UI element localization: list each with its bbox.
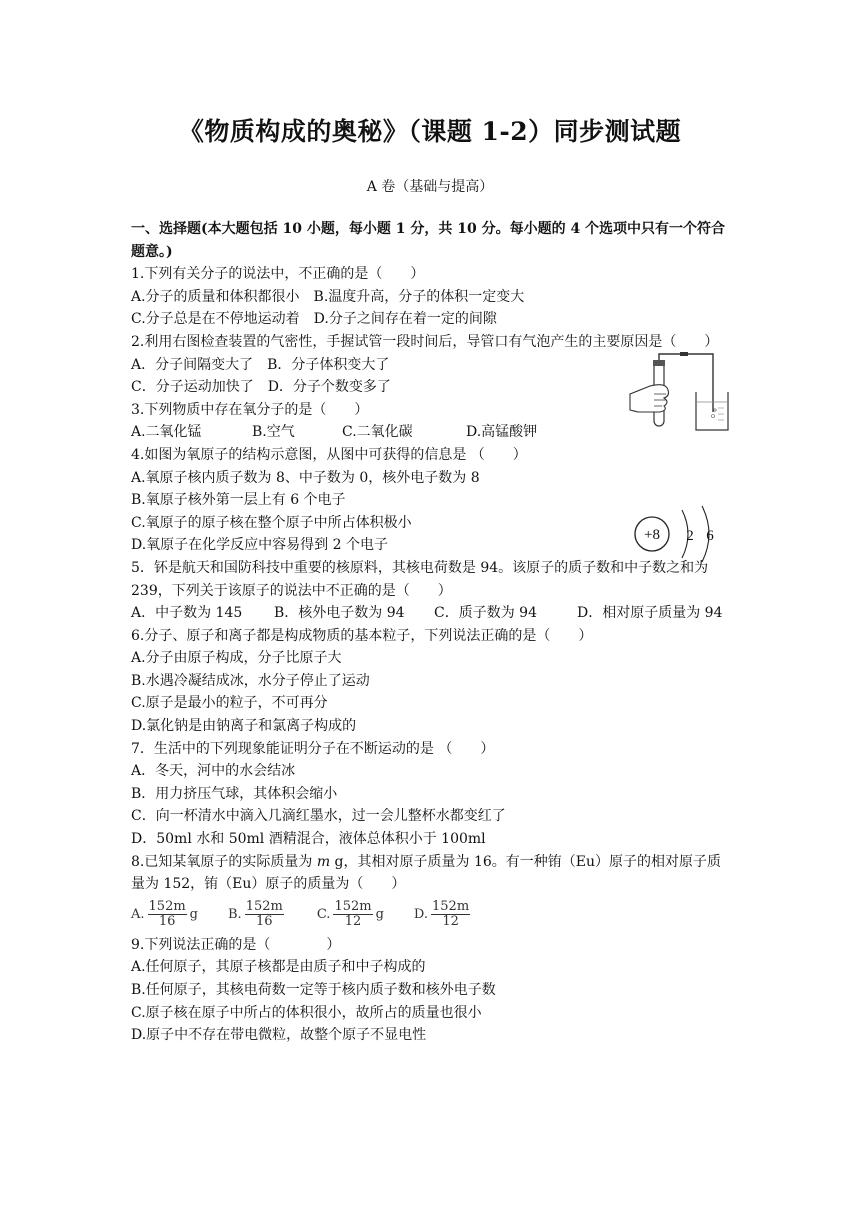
question-7-option-a: A．冬天，河中的水会结冰	[131, 763, 296, 780]
fraction-denominator: 12	[442, 914, 459, 930]
question-6-option-d: D.氯化钠是由钠离子和氯离子构成的	[131, 718, 357, 735]
shell-2-electrons: 6	[706, 528, 714, 544]
question-2-stem: 2.利用右图检查装置的气密性，手握试管一段时间后，导管口有气泡产生的主要原因是（ ）	[131, 333, 719, 350]
question-list	[131, 218, 731, 1047]
option-d: D．相对原子质量为 94	[577, 605, 723, 622]
rubber-connector	[680, 352, 688, 356]
question-9-option-b: B.任何原子，其核电荷数一定等于核内质子数和核外电子数	[131, 982, 496, 998]
option-a	[131, 900, 198, 929]
fraction-denominator: 16	[158, 914, 176, 930]
option-a: A.二氧化锰	[131, 424, 202, 441]
question-9-stem: 9.下列说法正确的是（ ）	[131, 936, 341, 953]
fraction-numerator: 152m	[245, 899, 283, 915]
fraction-numerator: 152m	[148, 899, 186, 915]
question-1-stem: 1.下列有关分子的说法中，不正确的是（ ）	[131, 266, 425, 283]
fraction-numerator: 152m	[334, 899, 372, 915]
shell-1-electrons: 2	[686, 528, 694, 544]
fraction	[431, 900, 470, 929]
question-6	[131, 625, 731, 738]
question-9-option-a: A.任何原子，其原子核都是由质子和中子构成的	[131, 959, 426, 976]
hand	[630, 385, 669, 412]
question-3-stem: 3.下列物质中存在氧分子的是（ ）	[131, 401, 369, 418]
option-d: D.高锰酸钾	[466, 424, 538, 441]
question-6-stem: 6.分子、原子和离子都是构成物质的基本粒子，下列说法正确的是（ ）	[131, 627, 593, 644]
option-letter: B.	[228, 906, 242, 922]
option-b: B．核外电子数为 94	[274, 605, 405, 622]
question-7-option-b: B．用力挤压气球，其体积会缩小	[131, 785, 338, 802]
stopper	[653, 360, 665, 366]
bubble	[712, 415, 715, 418]
question-2-options-cd: C．分子运动加快了 D．分子个数变多了	[131, 379, 391, 396]
option-unit: g	[375, 906, 384, 922]
question-2-options-ab: A．分子间隔变大了 B．分子体积变大了	[131, 356, 390, 373]
question-1-options-ab: A.分子的质量和体积都很小 B.温度升高，分子的体积一定变大	[131, 288, 525, 305]
question-8-stem-part1: 8.已知某氧原子的实际质量为	[131, 853, 317, 870]
question-8-variable-m: m	[316, 853, 331, 870]
question-6-option-a: A.分子由原子构成，分子比原子大	[131, 650, 342, 667]
beaker	[696, 392, 728, 430]
fraction-denominator: 12	[344, 914, 362, 930]
option-c	[317, 900, 384, 929]
question-5	[131, 557, 731, 625]
fraction-denominator: 16	[255, 914, 273, 930]
oxygen-atom-structure-figure	[630, 502, 728, 566]
option-c: C.二氧化碳	[342, 424, 413, 441]
question-8	[131, 851, 731, 932]
option-b	[228, 900, 287, 929]
beaker-graduations	[718, 408, 724, 420]
option-letter: A.	[131, 906, 145, 922]
bubble	[714, 409, 716, 411]
question-6-option-c: C.原子是最小的粒子，不可再分	[131, 695, 328, 712]
question-4-option-c: C.氧原子的原子核在整个原子中所占体积极小	[131, 514, 412, 531]
question-4-option-d: D.氧原子在化学反应中容易得到 2 个电子	[131, 537, 388, 554]
question-4-option-b: B.氧原子核外第一层上有 6 个电子	[131, 492, 346, 509]
document-subtitle: A 卷（基础与提高）	[366, 179, 494, 195]
question-4-option-a: A.氧原子核内质子数为 8、中子数为 0，核外电子数为 8	[131, 469, 480, 486]
question-5-options	[131, 602, 731, 625]
question-8-stem	[131, 851, 731, 896]
question-5-stem: 5．钚是航天和国防科技中重要的核原料，其核电荷数是 94。该原子的质子数和中子数之和为 239，下列关于该原子的说法中不正确的是（ ）	[131, 559, 709, 599]
question-8-stem-part2: g，其相对原子质量为 16。有一种铕（Eu）原子的相对原子质量为 152，铕（Eu）原子的质量为（ ）	[131, 853, 722, 893]
fraction-numerator: 152m	[432, 899, 470, 915]
question-7-option-d: D．50ml 水和 50ml 酒精混合，液体总体积小于 100ml	[131, 831, 486, 848]
option-letter: D.	[413, 906, 429, 922]
option-d	[414, 900, 473, 929]
question-1-options-cd: C.分子总是在不停地运动着 D.分子之间存在着一定的间隙	[131, 311, 497, 328]
question-7-stem: 7．生活中的下列现象能证明分子在不断运动的是 （ ）	[131, 740, 495, 757]
fraction	[245, 900, 284, 929]
fraction	[333, 900, 372, 929]
question-8-options	[131, 898, 731, 932]
question-4-stem: 4.如图为氧原子的结构示意图，从图中可获得的信息是 （ ）	[131, 446, 527, 463]
option-c: C．质子数为 94	[434, 605, 537, 622]
question-9	[131, 934, 731, 1047]
nuclear-charge: +8	[644, 527, 660, 543]
question-7	[131, 738, 731, 851]
question-9-option-c: C.原子核在原子中所占的体积很小，故所占的质量也很小	[131, 1004, 482, 1021]
question-6-option-b: B.水遇冷凝结成冰，水分子停止了运动	[131, 672, 370, 689]
question-9-option-d: D.原子中不存在带电微粒，故整个原子不显电性	[131, 1027, 427, 1044]
option-unit: g	[189, 906, 198, 922]
question-7-option-c: C．向一杯清水中滴入几滴红墨水，过一会儿整杯水都变红了	[131, 808, 506, 825]
option-b: B.空气	[252, 424, 295, 441]
option-a: A．中子数为 145	[131, 605, 243, 622]
airtightness-apparatus-figure	[628, 350, 732, 434]
document-title: 《物质构成的奥秘》（课题 1-2）同步测试题	[178, 117, 682, 146]
section-heading: 一、选择题(本大题包括 10 小题，每小题 1 分，共 10 分。每小题的 4 个选项中只有一个符合题意。)	[131, 221, 726, 260]
option-letter: C.	[316, 906, 331, 922]
fraction	[148, 900, 187, 929]
question-1	[131, 263, 731, 331]
